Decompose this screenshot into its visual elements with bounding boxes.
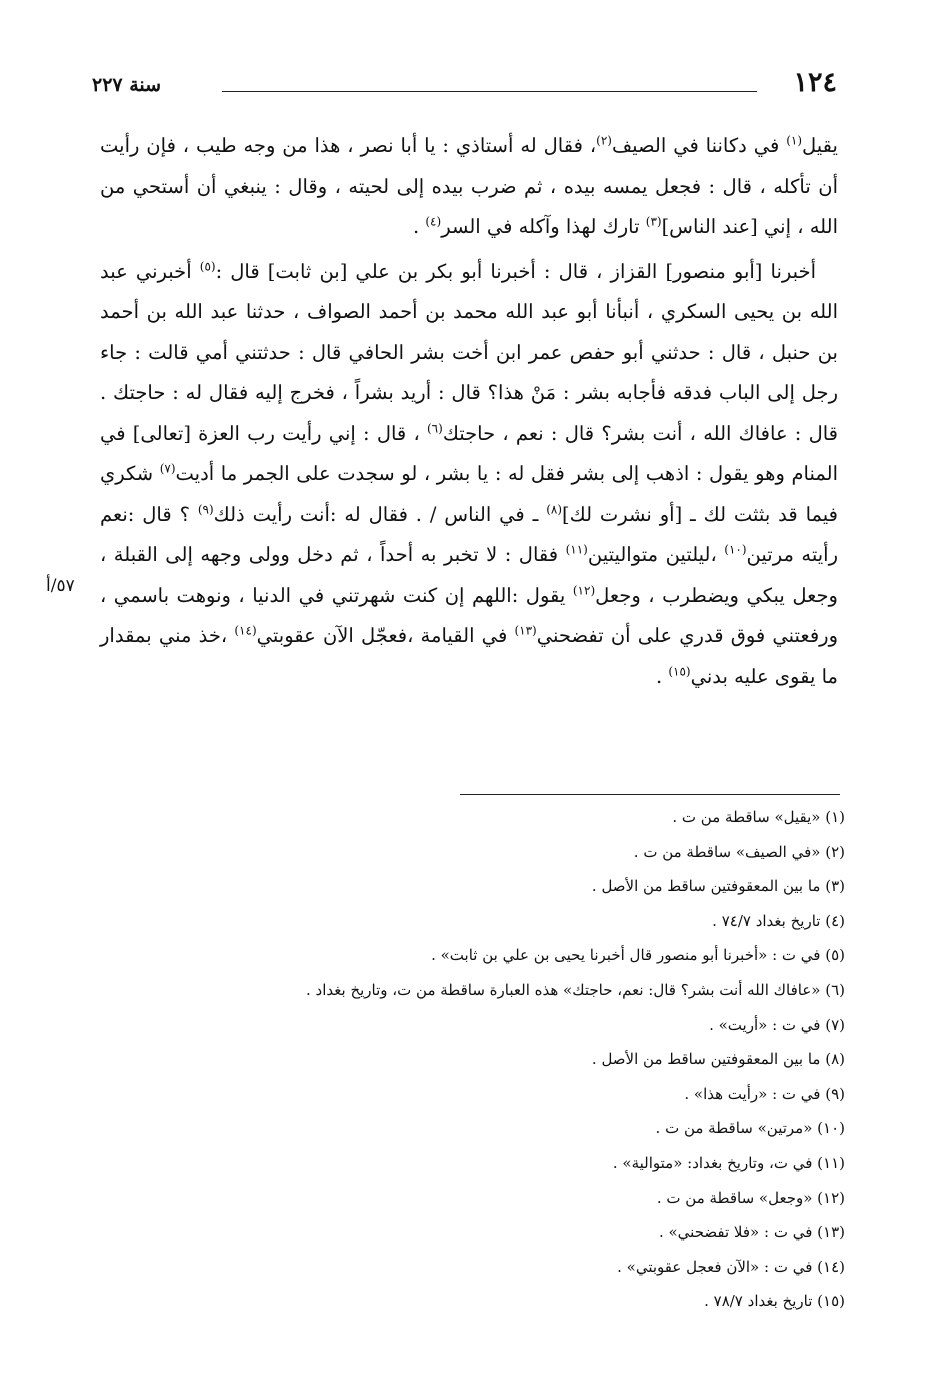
footnotes-list [125, 800, 845, 1319]
footnote-separator [460, 794, 840, 795]
text-run: يقول :اللهم إن كنت شهرتني في الدنيا ، ونوهت باسمي ، ورفعتني فوق قدري على أن تفضحني [100, 583, 838, 647]
margin-folio-note: ٥٧/أ [46, 576, 75, 596]
footnote-ref: (١) [786, 133, 803, 148]
text-run: ، قال : إني رأيت رب العزة [تعالى] في المنام وهو يقول : اذهب إلى بشر فقل له : يا بشر ، لو سجدت على الجمر ما أديت [100, 421, 838, 485]
text-run: أخبرنا [أبو منصور] القزاز ، قال : أخبرنا أبو بكر بن علي [بن ثابت] قال : [215, 259, 817, 283]
footnote-item: (٥) في ت : «أخبرنا أبو منصور قال أخبرنا يحيى بن علي بن ثابت» . [431, 946, 845, 965]
page-number: ١٢٤ [793, 67, 837, 98]
text-run: . [412, 215, 426, 238]
footnote-ref: (١٣) [514, 623, 537, 638]
footnote-item: (٢) «في الصيف» ساقطة من ت . [633, 842, 845, 861]
main-text [100, 126, 838, 697]
footnote-item: (١٥) تاريخ بغداد ٧٨/٧ . [704, 1292, 845, 1311]
footnote-ref: (١٥) [668, 664, 691, 678]
footnote-ref: (٦) [426, 421, 443, 435]
footnote-item: (٣) ما بين المعقوفتين ساقط من الأصل . [591, 877, 845, 896]
footnote-ref: (٧) [159, 461, 176, 476]
footnote-item: (١٤) في ت : «الآن فعجل عقوبتي» . [617, 1257, 845, 1276]
text-run: في دكاننا في الصيف [611, 134, 787, 157]
text-run: فقال : لا تخبر به أحداً ، ثم دخل وولى وجهه إلى القبلة ، وجعل يبكي ويضطرب ، وجعل [100, 543, 838, 607]
text-run: ،خذ مني بمقدار ما يقوى عليه بدني [100, 624, 838, 688]
running-head-year: سنة ٢٢٧ [92, 74, 162, 96]
paragraph-1 [100, 126, 838, 248]
text-run: ، فقال له أستاذي : يا أبا نصر ، هذا من وجه طيب ، فإن رأيت أن تأكله ، قال : فجعل يمسه بيده ، ثم ضرب بيده إلى لحيته ، وقال : ينبغي أن أستحي من الله ، إني [عند الناس] [100, 134, 838, 238]
footnote-item: (١١) في ت، وتاريخ بغداد: «متوالية» . [612, 1153, 845, 1172]
footnote-item: (١٢) «وجعل» ساقطة من ت . [656, 1188, 845, 1207]
footnote-ref: (١١) [565, 542, 588, 557]
footnote-item: (٦) «عافاك الله أنت بشر؟ قال: نعم، حاجتك» هذه العبارة ساقطة من ت، وتاريخ بغداد . [306, 980, 845, 999]
footnote-ref: (٣) [645, 214, 662, 229]
text-run: يقيل [802, 134, 838, 157]
footnote-ref: (٨) [546, 502, 563, 516]
paragraph-2 [100, 252, 838, 698]
footnote-item: (٨) ما بين المعقوفتين ساقط من الأصل . [591, 1050, 845, 1069]
footnote-item: (١٠) «مرتين» ساقطة من ت . [655, 1119, 845, 1138]
footnote-ref: (٢) [596, 133, 612, 148]
footnote-item: (١) «يقيل» ساقطة من ت . [672, 808, 845, 826]
footnote-ref: (٥) [199, 259, 216, 273]
text-run: شكري فيما قد بثثت لك ـ [أو نشرت لك] [100, 462, 838, 526]
text-run: تارك لهذا وآكله في السر [441, 215, 646, 238]
footnote-item: (١٣) في ت : «فلا تفضحني» . [658, 1223, 845, 1242]
footnote-ref: (١٢) [572, 583, 596, 597]
footnote-ref: (٤) [425, 214, 442, 229]
text-run: ـ في الناس / . فقال له :أنت رأيت ذلك [213, 502, 547, 526]
text-run: ؟ قال :نعم رأيته مرتين [100, 502, 838, 566]
footnote-item: (٩) في ت : «رأيت هذا» . [684, 1084, 845, 1103]
footnote-item: (٧) في ت : «أريت» . [709, 1015, 845, 1034]
footnote-ref: (١٤) [234, 623, 257, 638]
text-run: ،ليلتين متواليتين [587, 543, 725, 566]
footnote-item: (٤) تاريخ بغداد ٧٤/٧ . [712, 911, 845, 930]
footnote-ref: (٩) [197, 502, 214, 516]
text-run: أخبرني عبد الله بن يحيى السكري ، أنبأنا أبو عبد الله محمد بن أحمد الصواف ، حدثنا عبد الله بن أحمد بن حنبل ، قال : حدثني أبو حفص عمر ابن أخت بشر الحافي قال : حدثتني أمي قالت : جاء رجل إلى الباب فدقه فأجابه بشر : مَنْ هذا؟ قال : أريد بشراً ، فخرج إليه فقال له : حاجتك . قال : عافاك الله ، أنت بشر؟ قال : نعم ، حاجتك [100, 259, 838, 445]
footnote-ref: (١٠) [724, 542, 747, 557]
header-rule [222, 91, 757, 92]
text-run: . [655, 664, 669, 688]
page-header [92, 66, 837, 106]
text-run: في القيامة ،فعجّل الآن عقوبتي [256, 624, 515, 647]
